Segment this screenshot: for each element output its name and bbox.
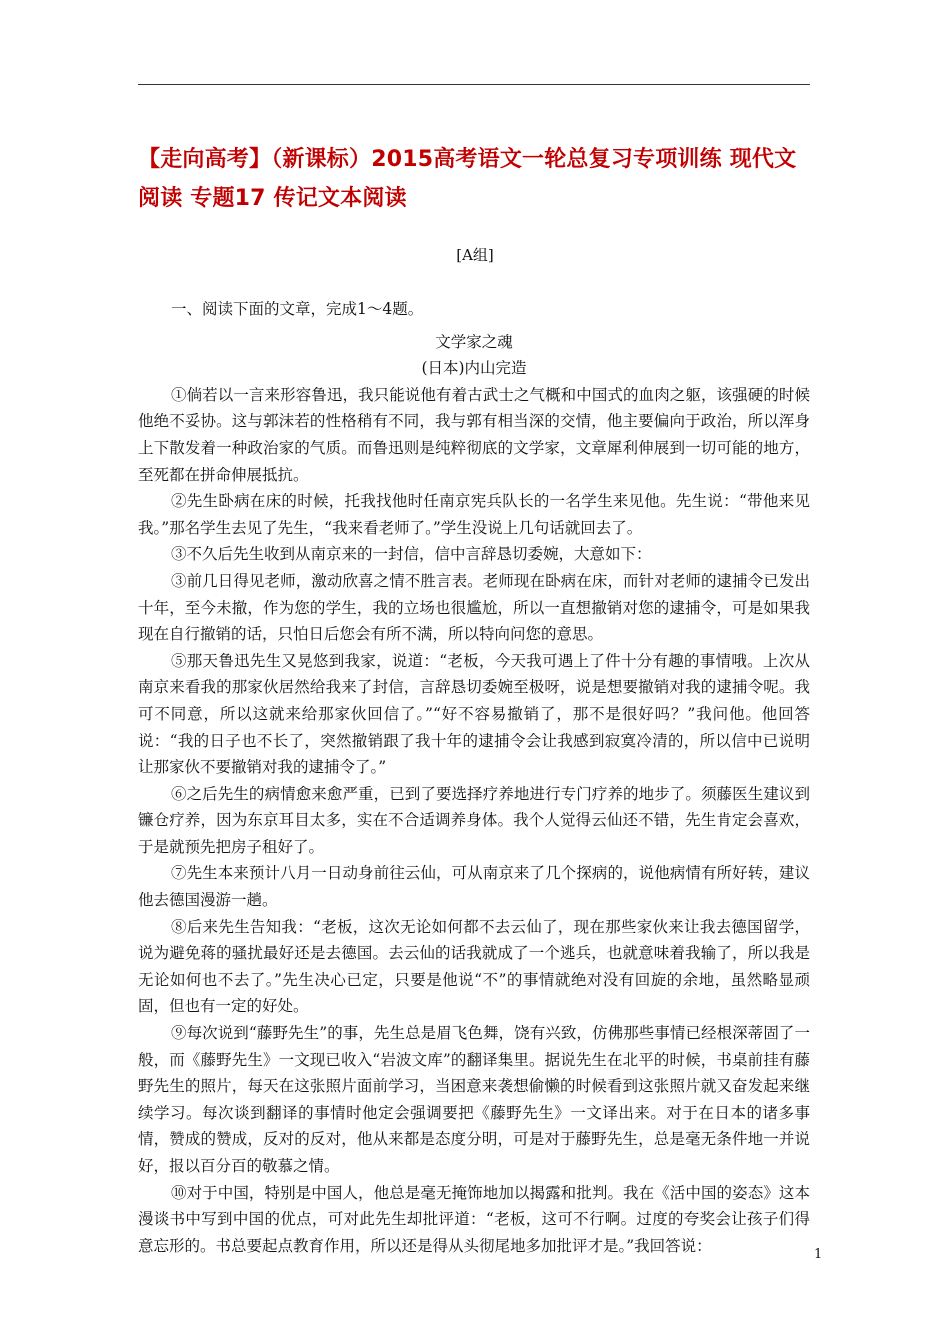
document-title: 【走向高考】（新课标）2015高考语文一轮总复习专项训练 现代文阅读 专题17 传记文本阅读 bbox=[138, 147, 797, 211]
paragraph: ⑤那天鲁迅先生又晃悠到我家，说道：“老板，今天我可遇上了件十分有趣的事情哦。上次从南京来看我的那家伙居然给我来了封信，言辞恳切委婉至极呀，说是想要撤销对我的逮捕令呢。我可不同意，所以这就来给那家伙回信了。”“好不容易撤销了，那不是很好吗？”我问他。他回答说：“我的日子也不长了，突然撤销跟了我十年的逮捕令会让我感到寂寞冷清的，所以信中已说明让那家伙不要撤销对我的逮捕令了。” bbox=[138, 651, 810, 777]
paragraph: ③前几日得见老师，激动欣喜之情不胜言表。老师现在卧病在床，而针对老师的逮捕令已发出十年，至今未撤，作为您的学生，我的立场也很尴尬，所以一直想撤销对您的逮捕令，可是如果我现在自行撤销的话，只怕日后您会有所不满，所以特向问您的意思。 bbox=[138, 571, 810, 644]
article-title: 文学家之魂 bbox=[435, 332, 513, 351]
paragraph: ⑨每次说到“藤野先生”的事，先生总是眉飞色舞，饶有兴致，仿佛那些事情已经根深蒂固了一般，而《藤野先生》一文现已收入“岩波文库”的翻译集里。据说先生在北平的时候，书桌前挂有藤野先生的照片，每天在这张照片面前学习，当困意来袭想偷懒的时候看到这张照片就又奋发起来继续学习。每次谈到翻译的事情时他定会强调要把《藤野先生》一文译出来。对于在日本的诸多事情，赞成的赞成，反对的反对，他从来都是态度分明，可是对于藤野先生，总是毫无条件地一并说好，报以百分百的敬慕之情。 bbox=[138, 1024, 810, 1175]
question-instruction: 一、阅读下面的文章，完成1～4题。 bbox=[171, 300, 424, 318]
paragraph: ②先生卧病在床的时候，托我找他时任南京宪兵队长的一名学生来见他。先生说：“带他来见我。”那名学生去见了先生，“我来看老师了。”学生没说上几句话就回去了。 bbox=[138, 492, 810, 537]
paragraph: ⑧后来先生告知我：“老板，这次无论如何都不去云仙了，现在那些家伙来让我去德国留学，说为避免蒋的骚扰最好还是去德国。去云仙的话我就成了一个逃兵，也就意味着我输了，所以我是无论如何也不去了。”先生决心已定，只要是他说“不”的事情就绝对没有回旋的余地，虽然略显顽固，但也有一定的好处。 bbox=[138, 917, 810, 1016]
paragraph: ⑥之后先生的病情愈来愈严重，已到了要选择疗养地进行专门疗养的地步了。须藤医生建议到镰仓疗养，因为东京耳目太多，实在不合适调养身体。我个人觉得云仙还不错，先生肯定会喜欢，于是就预先把房子租好了。 bbox=[138, 784, 810, 856]
paragraph: ⑩对于中国，特别是中国人，他总是毫无掩饰地加以揭露和批判。我在《活中国的姿态》这本漫谈书中写到中国的优点，可对此先生却批评道：“老板，这可不行啊。过度的夸奖会让孩子们得意忘形的。书总要起点教育作用，所以还是得从头彻尾地多加批评才是。”我回答说： bbox=[138, 1183, 810, 1255]
paragraph: ⑦先生本来预计八月一日动身前往云仙，可从南京来了几个探病的，说他病情有所好转，建议他去德国漫游一趟。 bbox=[138, 864, 810, 910]
article-author: (日本)内山完造 bbox=[421, 359, 527, 378]
document-body bbox=[138, 296, 810, 1259]
page-number: 1 bbox=[814, 1247, 823, 1262]
paragraph: ③不久后先生收到从南京来的一封信，信中言辞恳切委婉，大意如下： bbox=[171, 545, 652, 564]
group-label: [A组] bbox=[456, 246, 494, 264]
header-rule bbox=[138, 84, 810, 85]
paragraph: ①倘若以一言来形容鲁迅，我只能说他有着古武士之气概和中国式的血肉之躯，该强硬的时候他绝不妥协。这与郭沫若的性格稍有不同，我与郭有相当深的交情，他主要偏向于政治，所以浑身上下散发着一种政治家的气质。而鲁迅则是纯粹彻底的文学家，文章犀利伸展到一切可能的地方，至死都在拼命伸展抵抗。 bbox=[138, 385, 810, 484]
